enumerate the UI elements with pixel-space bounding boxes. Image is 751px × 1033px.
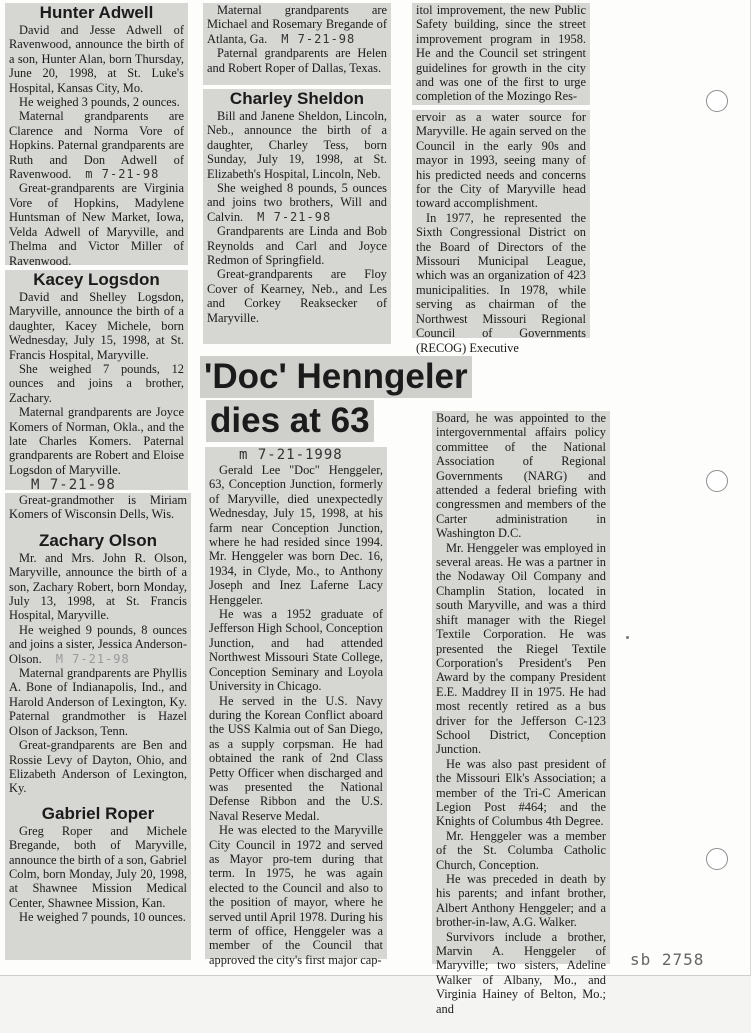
binder-hole-middle: [706, 470, 728, 492]
kacey-great-grandmother-paragraph: Great-grandmother is Miriam Komers of Wisconsin Dells, Wis.: [9, 493, 187, 522]
kacey-grandparents-paragraph: Maternal grandparents are Joyce Komers of Norman, Okla., and the late Charles Komers. Paternal grandparents are Robert and Eloise Logsdon of Maryville.: [9, 405, 184, 477]
handwritten-date: M 7-21-98: [55, 651, 130, 666]
charley-weight-paragraph: [207, 181, 387, 224]
handwritten-date: M 7-21-98: [31, 477, 116, 494]
charley-weight-text: She weighed 8 pounds, 5 ounces and joins two brothers, Will and Calvin.: [207, 181, 387, 224]
roper-maternal-text: Maternal grandparents are Michael and Rosemary Bregande of Atlanta, Ga.: [207, 3, 387, 46]
heading-charley-sheldon: Charley Sheldon: [229, 89, 365, 108]
heading-gabriel-roper: Gabriel Roper: [41, 803, 155, 823]
clipping-obituary-part-c: [432, 411, 610, 1016]
obituary-education-paragraph: He was a 1952 graduate of Jefferson High School, Conception Junction, and had attended Northwest Missouri State College, Conception Seminary and Loyola University in Chicago.: [209, 607, 383, 694]
gabriel-birth-paragraph: Greg Roper and Michele Bregande, both of Maryville, announce the birth of a son, Gabriel Colm, born Monday, July 20, 1998, at Shawnee Mission Medical Center, Shawnee Mission, Kan.: [9, 823, 187, 910]
hunter-weight-paragraph: He weighed 3 pounds, 2 ounces.: [19, 95, 180, 110]
hunter-grandparents-paragraph: [9, 109, 184, 181]
obituary-congressional-district-paragraph: In 1977, he represented the Sixth Congressional District on the Board of Directors of the Missouri Municipal League, which was an organization of 423 municipalities. In 1978, while serving as chairman of the Northwest Missouri Regional Council of Governments (RECOG) Executive: [416, 210, 586, 355]
clipping-obituary-part-b1: [412, 3, 590, 105]
binder-hole-top: [706, 90, 728, 112]
speck-mark: [626, 636, 629, 639]
charley-grandparents-paragraph: Grandparents are Linda and Bob Reynolds and Carl and Joyce Redmon of Springfield.: [207, 224, 387, 268]
obituary-church-paragraph: Mr. Henggeler was a member of the St. Columba Catholic Church, Conception.: [436, 828, 606, 872]
clipping-obituary-part-a: [205, 447, 387, 967]
handwritten-date: m 7-21-1998: [239, 447, 343, 463]
obituary-narg-paragraph: Board, he was appointed to the intergovernmental affairs policy committee of the National Association of Regional Governments (NARG) and attended a federal briefing with congressmen and members of the Carter administration in Washington D.C.: [436, 411, 606, 541]
zachary-birth-paragraph: Mr. and Mrs. John R. Olson, Maryville, announce the birth of a son, Zachary Robert, born Monday, July 13, 1998, at St. Francis Hospital, Maryville.: [9, 550, 187, 623]
headline-line-1: 'Doc' Henngeler: [200, 356, 472, 398]
zachary-weight-paragraph: [9, 623, 187, 666]
kacey-birth-paragraph: David and Shelley Logsdon, Maryville, announce the birth of a daughter, Kacey Michele, born Wednesday, July 15, 1998, at St. Francis Hospital, Maryville.: [9, 290, 184, 362]
heading-hunter-adwell: Hunter Adwell: [39, 3, 154, 22]
kacey-weight-paragraph: She weighed 7 pounds, 12 ounces and joins a brother, Zachary.: [9, 362, 184, 405]
obituary-employment-paragraph: Mr. Henggeler was employed in several areas. He was a partner in the Nodaway Oil Company and Champlin Station, located in south Maryville, and was a third shift manager with the Riegel Textile Corporation. He was presented the Riegel Textile Corporation's President's Pen Award by the company President E.E. Maddrey II in 1975. He had most recently retired as a bus driver for the Jefferson C-123 School District, Conception Junction.: [436, 540, 606, 757]
handwritten-date: m 7-21-98: [85, 167, 160, 182]
obituary-preceded-paragraph: He was preceded in death by his parents; and infant brother, Albert Anthony Henggeler; and a brother-in-law, A.G. Walker.: [436, 872, 606, 930]
heading-kacey-logsdon: Kacey Logsdon: [33, 270, 160, 289]
obituary-opening-paragraph: Gerald Lee "Doc" Henggeler, 63, Conception Junction, formerly of Maryville, died unexpectedly Wednesday, July 15, 1998, at his farm near Conception Junction, where he had resided since 1994. Mr. Henggeler was born Dec. 16, 1934, in Clyde, Mo., to Anthony Joseph and Inez Laferne Lacy Henggeler.: [209, 463, 383, 607]
page-marker: sb 2758: [630, 950, 705, 969]
clipping-zachary-olson: [5, 493, 191, 960]
clipping-kacey-logsdon: [5, 270, 188, 494]
handwritten-date: M 7-21-98: [281, 31, 356, 46]
hunter-great-grandparents-paragraph: Great-grandparents are Virginia Vore of Hopkins, Madylene Huntsman of New Market, Iowa, Velda Adwell of Maryville, and Thelma and Victor Miller of Ravenwood.: [9, 181, 184, 268]
roper-maternal-grandparents-paragraph: [207, 3, 387, 46]
handwritten-date: M 7-21-98: [257, 209, 332, 224]
obituary-survivors-paragraph: Survivors include a brother, Marvin A. Henggeler of Maryville; two sisters, Adeline Walker of Albany, Mo., and Virginia Hainey of Belton, Mo.; and: [436, 929, 606, 1016]
zachary-grandparents-paragraph: Maternal grandparents are Phyllis A. Bone of Indianapolis, Ind., and Harold Anderson of Lexington, Ky. Paternal grandmother is Hazel Olson of Jackson, Tenn.: [9, 666, 187, 738]
gabriel-weight-paragraph: He weighed 7 pounds, 10 ounces.: [19, 910, 186, 925]
hunter-grandparents-text: Maternal grandparents are Clarence and Norma Vore of Hopkins. Paternal grandparents are Ruth and Don Adwell of Ravenwood.: [9, 109, 184, 182]
obituary-reservoir-paragraph: ervoir as a water source for Maryville. He again served on the Council in the early 90s and mayor in 1993, seeing many of his predicted needs and concerns for the City of Maryville head toward accomplishment.: [416, 110, 586, 211]
charley-birth-paragraph: Bill and Janene Sheldon, Lincoln, Neb., announce the birth of a daughter, Charley Tess, born Sunday, July 19, 1998, at St. Elizabeth's Hospital, Lincoln, Neb.: [207, 109, 387, 181]
obituary-capital-improvement-paragraph: itol improvement, the new Public Safety building, since the street improvement program in 1958. He and the Council set stringent guidelines for growth in the city and was one of the first to urge completion of the Mozingo Res-: [416, 3, 586, 104]
clipping-roper-grandparents: [203, 3, 391, 85]
clipping-hunter-adwell: [5, 3, 188, 268]
zachary-weight-text: He weighed 9 pounds, 8 ounces and joins a sister, Jessica Anderson-Olson.: [9, 622, 187, 666]
headline-line-2: dies at 63: [206, 400, 374, 442]
obituary-council-paragraph: He was elected to the Maryville City Council in 1972 and served as Mayor pro-tem during that term. In 1975, he was again elected to the Council and also to the position of mayor, where he served until April 1978. During his term of office, Henggeler was a member of the Council that approved the city's first major cap-: [209, 823, 383, 967]
hunter-birth-paragraph: David and Jesse Adwell of Ravenwood, announce the birth of a son, Hunter Alan, born Thursday, June 20, 1998, at St. Luke's Hospital, Kansas City, Mo.: [9, 23, 184, 95]
charley-great-grandparents-paragraph: Great-grandparents are Floy Cover of Kearney, Neb., and Les and Corkey Reaksecker of Maryville.: [207, 267, 387, 325]
roper-paternal-grandparents-paragraph: Paternal grandparents are Helen and Robert Roper of Dallas, Texas.: [207, 46, 387, 75]
clipping-obituary-part-b2: [412, 110, 590, 355]
heading-zachary-olson: Zachary Olson: [38, 530, 158, 550]
clipping-charley-sheldon: [203, 89, 391, 344]
obituary-navy-paragraph: He served in the U.S. Navy during the Korean Conflict aboard the USS Kalmia out of San Diego, as a supply corpsman. He had obtained the rank of 2nd Class Petty Officer when discharged and was presented the National Defense Ribbon and the U.S. Naval Reserve Medal.: [209, 693, 383, 823]
zachary-great-grandparents-paragraph: Great-grandparents are Ben and Rossie Levy of Dayton, Ohio, and Elizabeth Anderson of Lexington, Ky.: [9, 738, 187, 796]
obituary-elks-paragraph: He was also past president of the Missouri Elk's Association; a member of the Tri-C American Legion Post #464; and the Knights of Columbus 4th Degree.: [436, 756, 606, 829]
binder-hole-bottom: [706, 848, 728, 870]
